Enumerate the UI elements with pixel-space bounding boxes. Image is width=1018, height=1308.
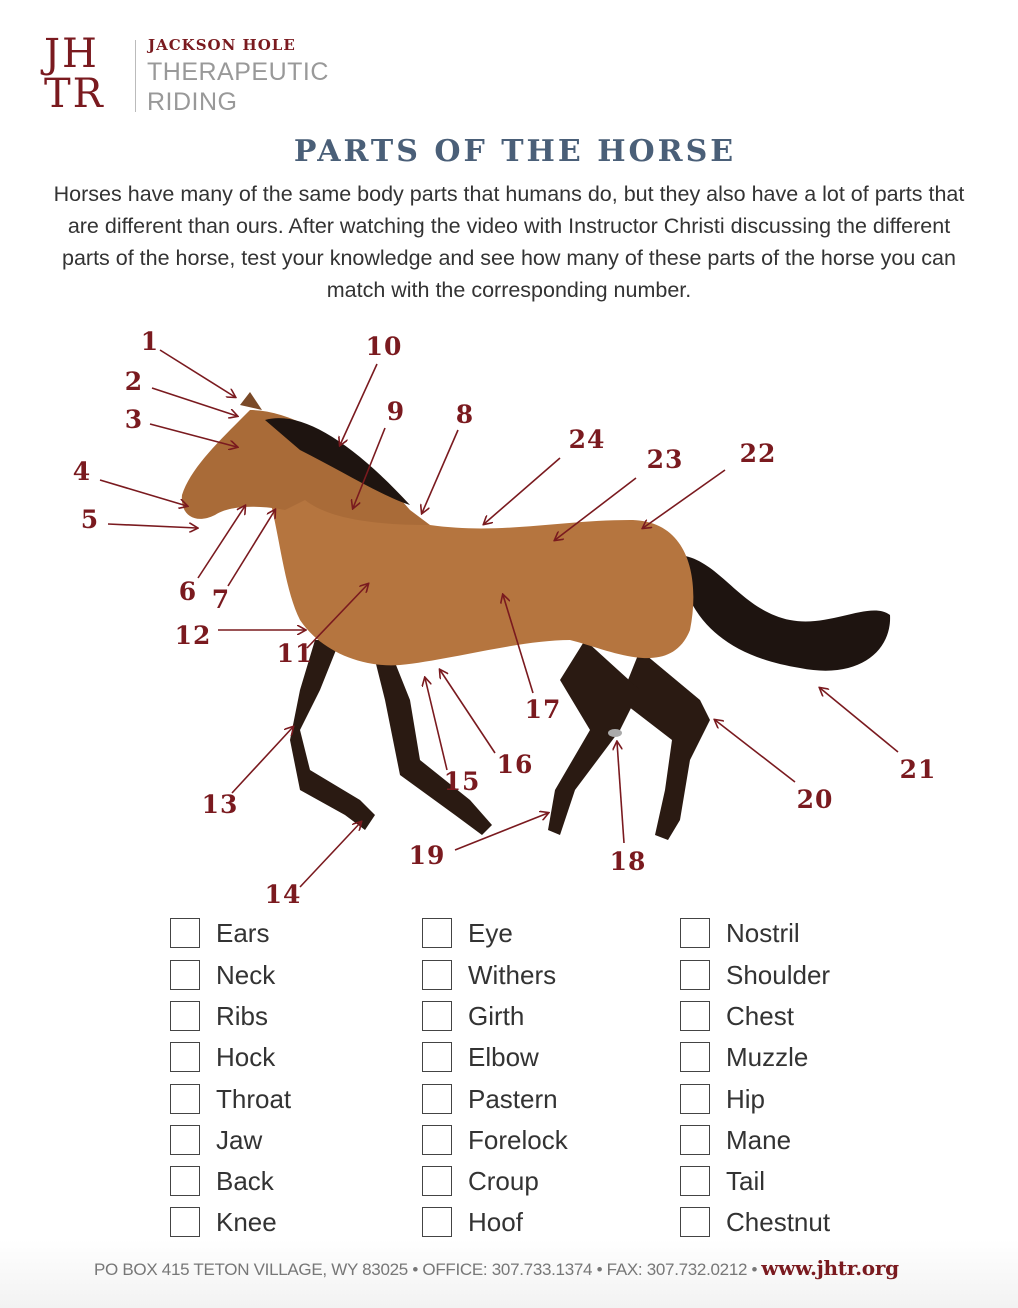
checklist-label: Tail	[726, 1165, 766, 1196]
checkbox[interactable]	[170, 1084, 200, 1114]
checkbox[interactable]	[422, 1001, 452, 1031]
number-22: 22	[739, 439, 777, 468]
checkbox[interactable]	[422, 1084, 452, 1114]
label-10	[340, 332, 402, 445]
checklist-item[interactable]	[422, 958, 556, 992]
checklist-label: Girth	[468, 1000, 525, 1031]
checklist-item[interactable]	[170, 999, 268, 1033]
checkbox[interactable]	[170, 1166, 200, 1196]
checkbox[interactable]	[170, 1125, 200, 1155]
checkbox[interactable]	[680, 1166, 710, 1196]
checkbox[interactable]	[680, 960, 710, 990]
checklist-item[interactable]	[170, 958, 275, 992]
checklist-item[interactable]	[680, 1205, 830, 1239]
checklist-label: Hip	[726, 1083, 766, 1114]
checkbox[interactable]	[680, 1042, 710, 1072]
number-23: 23	[646, 445, 684, 474]
label-4	[73, 457, 187, 506]
checklist-label: Forelock	[468, 1124, 568, 1155]
checkbox[interactable]	[170, 1001, 200, 1031]
checklist-item[interactable]	[422, 999, 524, 1033]
checklist-label: Throat	[216, 1083, 292, 1114]
checklist-item[interactable]	[422, 1123, 568, 1157]
number-18: 18	[609, 847, 647, 876]
number-14: 14	[264, 880, 302, 909]
label-16	[440, 670, 533, 779]
checkbox[interactable]	[422, 1042, 452, 1072]
checklist-item[interactable]	[422, 1164, 539, 1198]
checklist-item[interactable]	[680, 999, 794, 1033]
checklist-item[interactable]	[680, 916, 800, 950]
monogram-bottom: TR	[44, 71, 105, 117]
intro-paragraph: Horses have many of the same body parts that humans do, but they also have a lot of parts that are different than ours. After watching the video with Instructor Christi discussing the different parts of the horse, test your knowledge and see how many of these parts of the horse you can match with the corresponding number.	[53, 182, 965, 302]
label-1	[141, 327, 235, 397]
number-19: 19	[408, 841, 446, 870]
checkbox[interactable]	[170, 918, 200, 948]
checkbox[interactable]	[422, 1125, 452, 1155]
checklist-label: Pastern	[468, 1083, 558, 1114]
number-21: 21	[899, 755, 937, 784]
checkbox[interactable]	[422, 1166, 452, 1196]
checklist-label: Hoof	[468, 1206, 523, 1237]
number-24: 24	[568, 425, 606, 454]
checkbox[interactable]	[680, 1084, 710, 1114]
checklist-label: Back	[216, 1165, 274, 1196]
label-24	[484, 425, 605, 524]
number-4: 4	[72, 457, 92, 486]
checklist-item[interactable]	[170, 916, 269, 950]
checklist-item[interactable]	[680, 1040, 808, 1074]
checkbox[interactable]	[680, 1001, 710, 1031]
number-16: 16	[496, 750, 534, 779]
footer-contact	[94, 1256, 899, 1280]
checkbox[interactable]	[170, 960, 200, 990]
checklist-item[interactable]	[680, 1082, 765, 1116]
logo-line-1: JACKSON HOLE	[148, 36, 296, 54]
label-7	[212, 510, 275, 614]
monogram-top: JH	[44, 31, 99, 77]
number-13: 13	[201, 790, 239, 819]
number-8: 8	[455, 400, 475, 429]
number-7: 7	[211, 585, 231, 614]
logo-line-3: RIDING	[147, 88, 238, 116]
checkbox[interactable]	[170, 1207, 200, 1237]
checklist-item[interactable]	[422, 916, 513, 950]
checklist-label: Jaw	[216, 1124, 263, 1155]
checklist-label: Ribs	[216, 1000, 269, 1031]
checkbox[interactable]	[170, 1042, 200, 1072]
label-8	[422, 400, 474, 513]
checklist-item[interactable]	[170, 1040, 275, 1074]
number-1: 1	[140, 327, 160, 356]
label-13	[202, 727, 293, 819]
checklist-label: Elbow	[468, 1041, 539, 1072]
checklist-label: Knee	[216, 1206, 277, 1237]
checklist-item[interactable]	[170, 1123, 262, 1157]
checklist-label: Eye	[468, 917, 513, 948]
label-21	[820, 688, 936, 784]
number-10: 10	[365, 332, 403, 361]
number-5: 5	[80, 505, 100, 534]
checklist-item[interactable]	[422, 1082, 558, 1116]
label-20	[715, 720, 833, 814]
checklist-item[interactable]	[170, 1164, 274, 1198]
checklist-item[interactable]	[422, 1205, 523, 1239]
checklist-label: Croup	[468, 1165, 539, 1196]
number-15: 15	[443, 767, 481, 796]
number-12: 12	[174, 621, 212, 650]
checklist-item[interactable]	[422, 1040, 539, 1074]
checklist-item[interactable]	[680, 1164, 765, 1198]
footer-address: PO BOX 415 TETON VILLAGE, WY 83025 • OFFICE: 307.733.1374 • FAX: 307.732.0212 •	[94, 1260, 758, 1279]
number-2: 2	[124, 367, 144, 396]
checklist-label: Ears	[216, 917, 270, 948]
checkbox[interactable]	[680, 918, 710, 948]
checklist-label: Shoulder	[726, 959, 831, 990]
checklist-label: Withers	[468, 959, 557, 990]
checklist-item[interactable]	[680, 958, 830, 992]
checklist-label: Neck	[216, 959, 276, 990]
number-11: 11	[276, 639, 314, 668]
page-title: PARTS OF THE HORSE	[293, 134, 737, 169]
checklist-label: Hock	[216, 1041, 276, 1072]
checklist-item[interactable]	[170, 1205, 277, 1239]
number-3: 3	[124, 405, 144, 434]
number-20: 20	[796, 785, 834, 814]
checklist-label: Chestnut	[726, 1206, 831, 1237]
logo-line-2: THERAPEUTIC	[147, 58, 329, 86]
checkbox[interactable]	[422, 918, 452, 948]
website-link[interactable]: www.jhtr.org	[761, 1256, 899, 1280]
label-14	[265, 822, 361, 909]
checklist-item[interactable]	[680, 1123, 791, 1157]
checkbox[interactable]	[422, 960, 452, 990]
checklist-label: Nostril	[726, 917, 800, 948]
checklist-label: Mane	[726, 1124, 792, 1155]
checklist-item[interactable]	[170, 1082, 291, 1116]
checkbox[interactable]	[680, 1125, 710, 1155]
checkbox[interactable]	[680, 1207, 710, 1237]
number-17: 17	[524, 695, 562, 724]
number-9: 9	[386, 397, 406, 426]
label-5	[81, 505, 197, 534]
checkbox[interactable]	[422, 1207, 452, 1237]
checklist-label: Chest	[726, 1000, 794, 1031]
checklist-label: Muzzle	[726, 1041, 809, 1072]
number-6: 6	[178, 577, 198, 606]
label-18	[610, 742, 647, 876]
